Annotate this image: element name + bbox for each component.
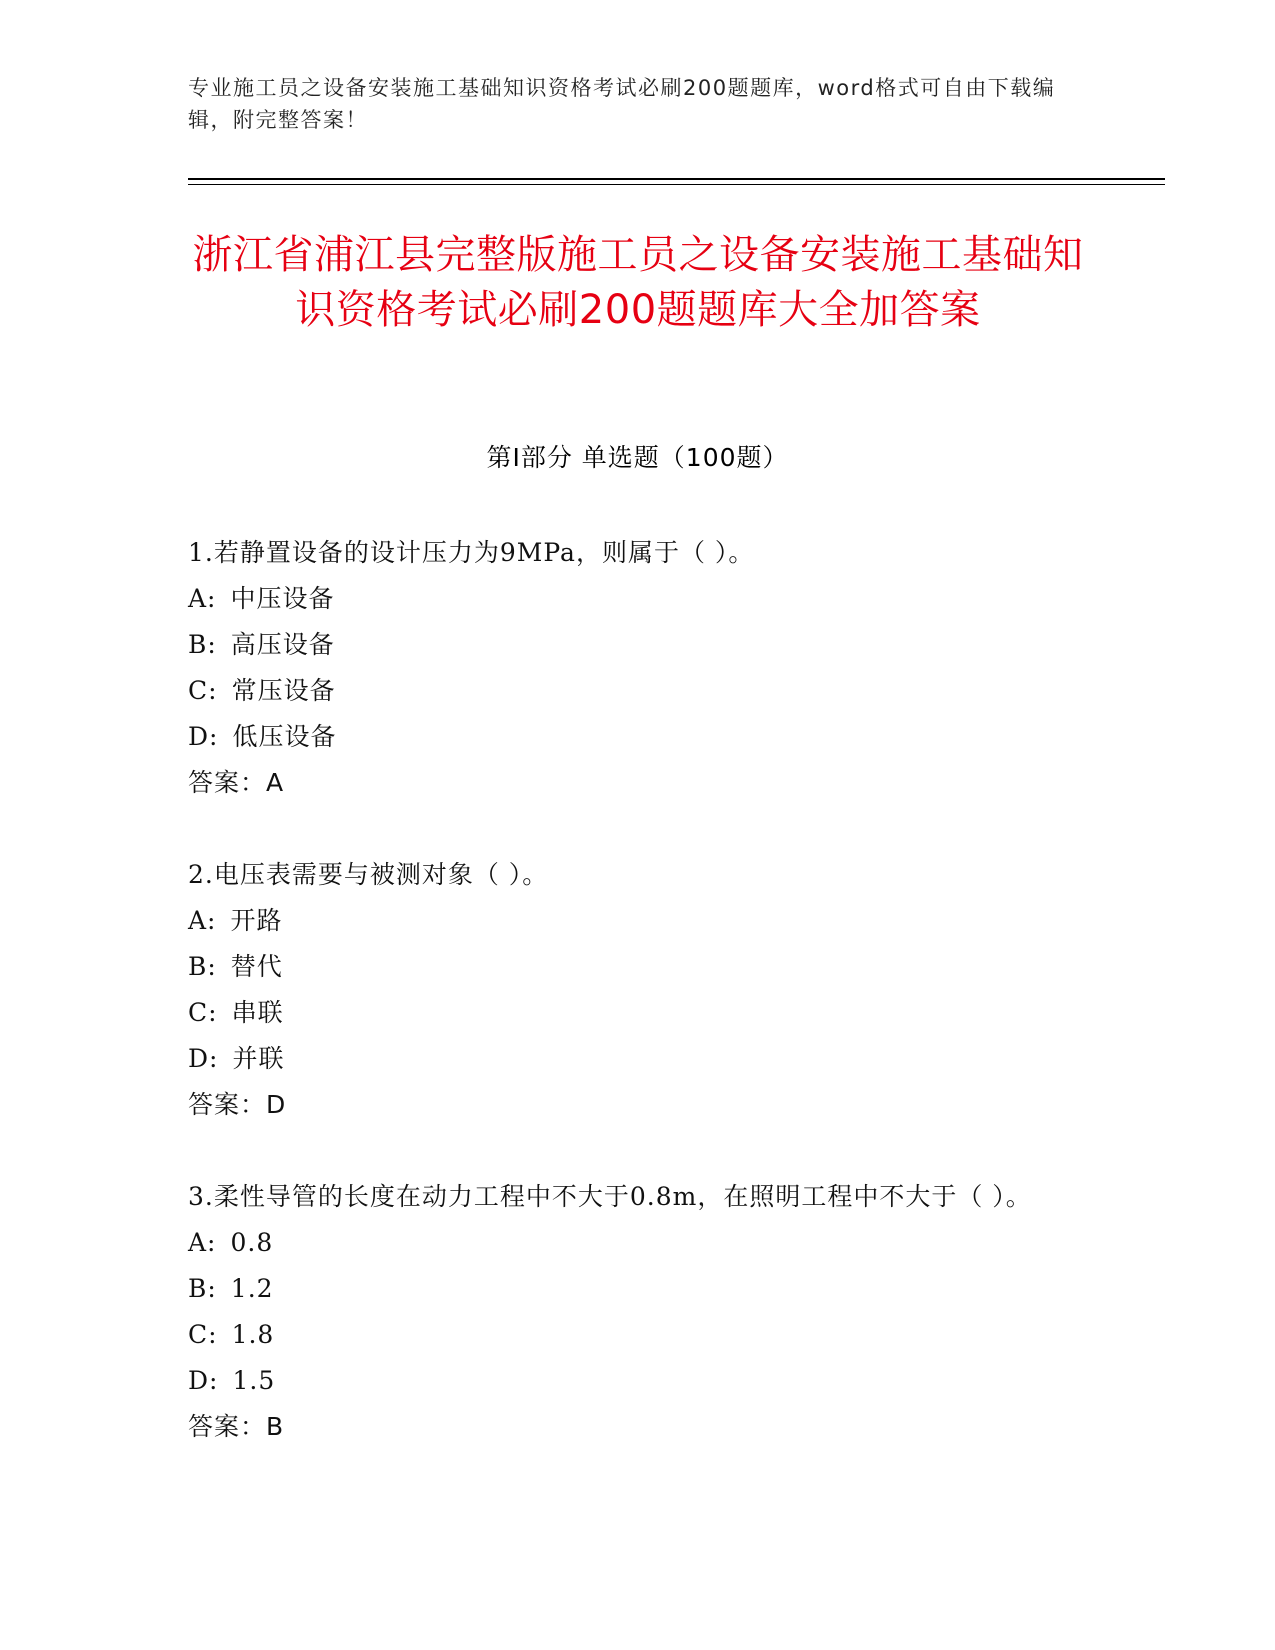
option-a [188, 898, 1088, 944]
option-key: B: [188, 1274, 217, 1303]
header-divider-thin [188, 184, 1165, 185]
option-key: D: [188, 722, 219, 751]
document-title: 浙江省浦江县完整版施工员之设备安装施工基础知识资格考试必刷200题题库大全加答案 [192, 232, 1084, 333]
question-3 [188, 1174, 1088, 1450]
option-d [188, 714, 1088, 760]
option-text: 替代 [230, 952, 283, 981]
option-key: A: [188, 584, 217, 613]
option-key: B: [188, 630, 217, 659]
question-1 [188, 530, 1088, 806]
option-text: 高压设备 [230, 630, 335, 659]
option-text: 低压设备 [232, 722, 337, 751]
option-text: 1.2 [230, 1274, 274, 1303]
option-text: 0.8 [230, 1228, 274, 1257]
option-key: C: [188, 1320, 218, 1349]
option-a [188, 1220, 1088, 1266]
option-text: 中压设备 [230, 584, 335, 613]
option-key: C: [188, 998, 218, 1027]
option-text: 1.5 [232, 1366, 276, 1395]
answer: 答案：B [188, 1412, 285, 1441]
header-note: 专业施工员之设备安装施工基础知识资格考试必刷200题题库，word格式可自由下载编辑，附完整答案！ [188, 76, 1056, 132]
question-stem: 1.若静置设备的设计压力为9MPa，则属于（ ）。 [188, 538, 755, 567]
option-d [188, 1358, 1088, 1404]
option-c [188, 990, 1088, 1036]
option-text: 串联 [231, 998, 284, 1027]
option-c [188, 1312, 1088, 1358]
question-list [188, 530, 1088, 1496]
option-text: 1.8 [231, 1320, 275, 1349]
question-stem: 3.柔性导管的长度在动力工程中不大于0.8m，在照明工程中不大于（ ）。 [188, 1182, 1032, 1211]
answer: 答案：D [188, 1090, 287, 1119]
option-key: A: [188, 1228, 217, 1257]
option-text: 并联 [232, 1044, 285, 1073]
section-heading: 第Ⅰ部分 单选题（100题） [486, 443, 789, 472]
question-2 [188, 852, 1088, 1128]
option-key: C: [188, 676, 218, 705]
option-key: D: [188, 1366, 219, 1395]
option-key: B: [188, 952, 217, 981]
option-key: A: [188, 906, 217, 935]
option-d [188, 1036, 1088, 1082]
option-a [188, 576, 1088, 622]
option-b [188, 1266, 1088, 1312]
option-text: 常压设备 [231, 676, 336, 705]
option-key: D: [188, 1044, 219, 1073]
option-text: 开路 [230, 906, 283, 935]
option-b [188, 944, 1088, 990]
header-divider-thick [188, 178, 1165, 180]
option-b [188, 622, 1088, 668]
answer: 答案：A [188, 768, 285, 797]
question-stem: 2.电压表需要与被测对象（ ）。 [188, 860, 549, 889]
option-c [188, 668, 1088, 714]
